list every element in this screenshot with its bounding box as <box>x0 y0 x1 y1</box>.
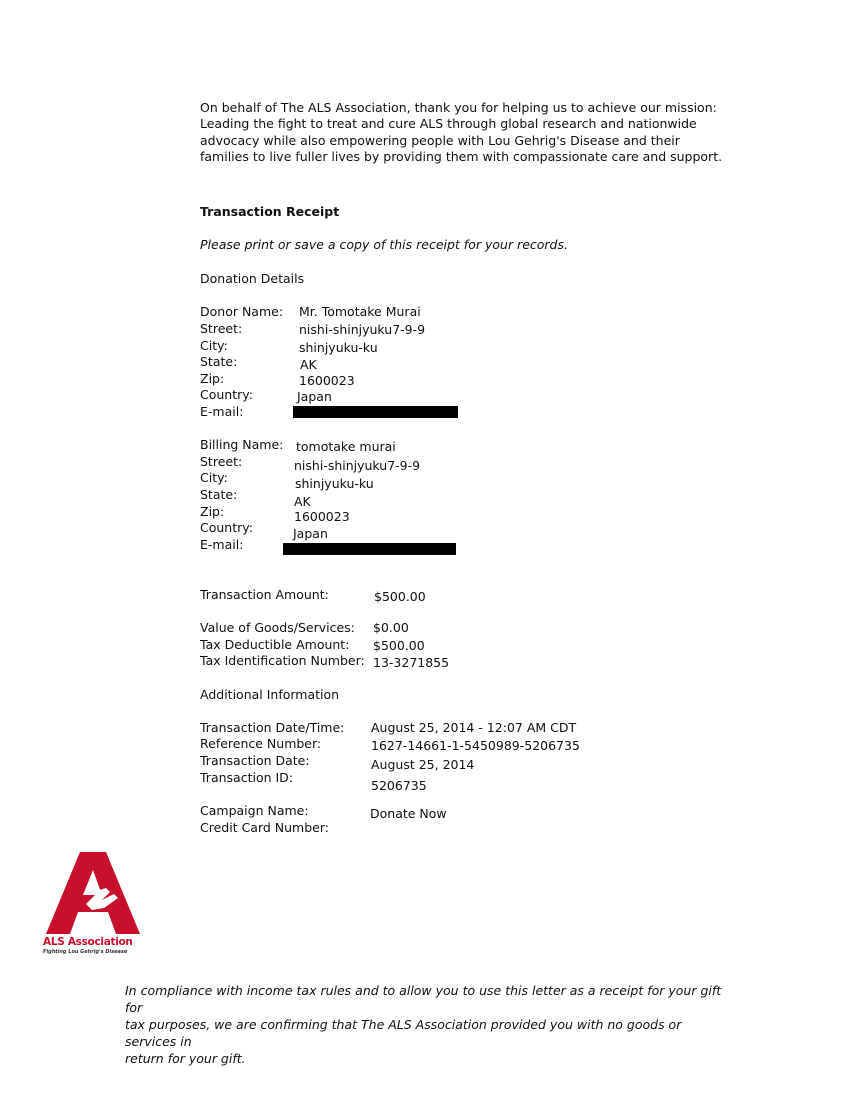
billing-street-value: nishi-shinjyuku7-9-9 <box>294 458 421 473</box>
tax-id-value: 13-3271855 <box>373 655 450 670</box>
transaction-datetime-value: August 25, 2014 - 12:07 AM CDT <box>371 720 577 735</box>
donor-street-value: nishi-shinjyuku7-9-9 <box>299 322 426 337</box>
billing-state-label: State: <box>200 487 238 502</box>
donor-zip-label: Zip: <box>200 371 225 386</box>
billing-city-value: shinjyuku-ku <box>295 476 374 491</box>
additional-info-heading: Additional Information <box>200 687 340 702</box>
intro-line: advocacy while also empowering people with Lou Gehrig's Disease and their <box>200 132 680 148</box>
transaction-id-value: 5206735 <box>371 778 427 793</box>
donor-state-value: AK <box>300 357 317 372</box>
billing-name-label: Billing Name: <box>200 437 284 452</box>
logo-tagline: Fighting Lou Gehrig's Disease <box>43 949 128 955</box>
transaction-date-label: Transaction Date: <box>200 753 310 768</box>
donor-zip-value: 1600023 <box>299 373 355 388</box>
billing-email-redaction <box>283 543 456 555</box>
tax-compliance-note <box>125 982 725 1067</box>
campaign-name-label: Campaign Name: <box>200 803 309 818</box>
billing-state-value: AK <box>294 494 311 509</box>
donor-city-value: shinjyuku-ku <box>299 340 378 355</box>
campaign-name-value: Donate Now <box>370 806 447 821</box>
transaction-id-label: Transaction ID: <box>200 770 294 785</box>
transaction-amount-value: $500.00 <box>374 589 426 604</box>
intro-line: On behalf of The ALS Association, thank you for helping us to achieve our mission: <box>200 100 717 115</box>
billing-country-value: Japan <box>293 526 328 541</box>
donor-email-label: E-mail: <box>200 404 244 419</box>
receipt-title: Transaction Receipt <box>200 204 340 219</box>
footer-line: In compliance with income tax rules and to allow you to use this letter as a receipt for your gift for <box>125 983 722 1015</box>
billing-name-value: tomotake murai <box>296 439 396 454</box>
tax-id-label: Tax Identification Number: <box>200 653 365 668</box>
billing-zip-label: Zip: <box>200 504 225 519</box>
reference-number-label: Reference Number: <box>200 736 322 751</box>
donor-email-redaction <box>293 406 458 418</box>
donation-details-heading: Donation Details <box>200 271 305 286</box>
als-logo <box>40 850 144 960</box>
donor-name-value: Mr. Tomotake Murai <box>299 304 421 319</box>
billing-country-label: Country: <box>200 520 253 535</box>
intro-paragraph <box>200 100 740 165</box>
donor-street-label: Street: <box>200 321 243 336</box>
credit-card-label: Credit Card Number: <box>200 820 329 835</box>
billing-zip-value: 1600023 <box>294 509 350 524</box>
intro-line: families to live fuller lives by providing them with compassionate care and support. <box>200 148 723 164</box>
donor-name-label: Donor Name: <box>200 304 284 319</box>
goods-services-label: Value of Goods/Services: <box>200 620 355 635</box>
billing-street-label: Street: <box>200 454 243 469</box>
tax-deductible-value: $500.00 <box>373 638 425 653</box>
donor-city-label: City: <box>200 338 228 353</box>
footer-line: tax purposes, we are confirming that The ALS Association provided you with no goods or services in <box>125 1017 682 1049</box>
transaction-amount-label: Transaction Amount: <box>200 587 329 602</box>
receipt-instructions: Please print or save a copy of this receipt for your records. <box>200 237 568 252</box>
donor-state-label: State: <box>200 354 238 369</box>
logo-name: ALS Association <box>43 936 133 948</box>
billing-city-label: City: <box>200 470 228 485</box>
billing-email-label: E-mail: <box>200 537 244 552</box>
tax-deductible-label: Tax Deductible Amount: <box>200 637 350 652</box>
footer-line: return for your gift. <box>125 1051 246 1066</box>
als-a-logo-icon <box>40 850 144 936</box>
reference-number-value: 1627-14661-1-5450989-5206735 <box>371 738 580 753</box>
goods-services-value: $0.00 <box>373 620 409 635</box>
transaction-date-value: August 25, 2014 <box>371 757 475 772</box>
intro-line: Leading the fight to treat and cure ALS through global research and nationwide <box>200 116 697 132</box>
transaction-datetime-label: Transaction Date/Time: <box>200 720 345 735</box>
donor-country-value: Japan <box>297 389 332 404</box>
donor-country-label: Country: <box>200 387 253 402</box>
